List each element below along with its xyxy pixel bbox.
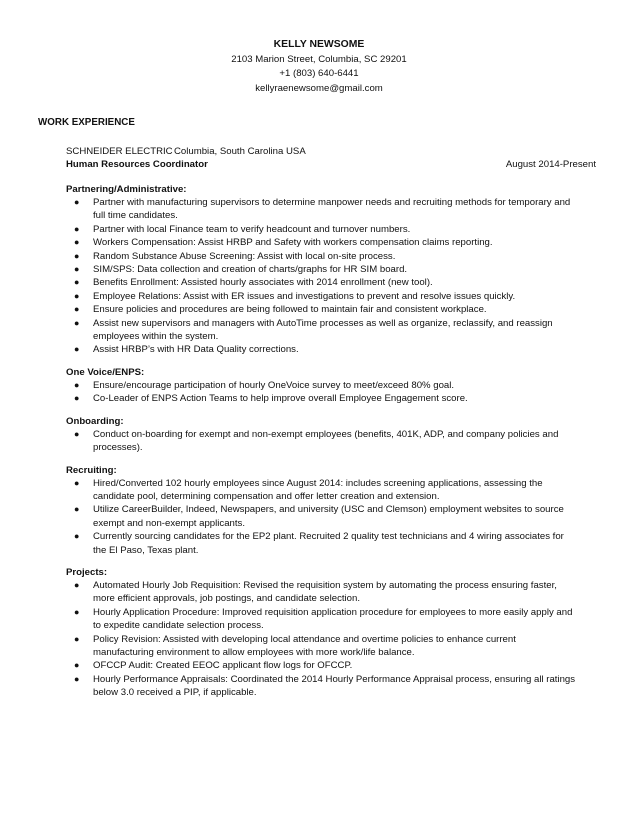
- list-item: [66, 579, 576, 606]
- bullet-icon: ●: [74, 504, 80, 515]
- list-item-text: Co-Leader of ENPS Action Teams to help improve overall Employee Engagement score.: [93, 393, 468, 405]
- bullet-list: [66, 477, 576, 557]
- bullet-list: [66, 196, 576, 357]
- list-item: [66, 236, 576, 249]
- bullet-icon: ●: [74, 606, 80, 617]
- bullet-icon: ●: [74, 317, 80, 328]
- list-item: [66, 276, 576, 289]
- list-item: [66, 633, 576, 660]
- list-item-text: Random Substance Abuse Screening: Assist with local on-site process.: [93, 250, 396, 262]
- list-item-text: SIM/SPS: Data collection and creation of charts/graphs for HR SIM board.: [93, 264, 408, 276]
- candidate-name: KELLY NEWSOME: [273, 39, 365, 50]
- list-item-text: Assist new supervisors and managers with AutoTime processes as well as organize, reclassify, and reassign employees within the system.: [93, 317, 553, 343]
- list-item: [66, 659, 576, 672]
- list-item: [66, 606, 576, 633]
- list-item-text: Partner with local Finance team to verify headcount and turnover numbers.: [93, 223, 411, 235]
- bullet-icon: ●: [74, 277, 80, 288]
- bullet-list: [66, 379, 576, 406]
- section-title: WORK EXPERIENCE: [38, 117, 135, 128]
- list-item-text: Ensure/encourage participation of hourly OneVoice survey to meet/exceed 80% goal.: [93, 379, 455, 391]
- resume-header: [0, 38, 638, 96]
- list-item-text: Ensure policies and procedures are being followed to maintain fair and consistent workplace.: [93, 304, 487, 316]
- list-item-text: Automated Hourly Job Requisition: Revised the requisition system by automating the process ensuring faster, more efficient approvals, job postings, and candidate selection.: [93, 579, 557, 605]
- bullet-icon: ●: [74, 304, 80, 315]
- bullet-icon: ●: [74, 250, 80, 261]
- list-item-text: Conduct on-boarding for exempt and non-exempt employees (benefits, 401K, ADP, and company policies and processes).: [93, 428, 559, 454]
- job-dates: August 2014-Present: [505, 159, 596, 170]
- list-item: [66, 428, 576, 455]
- bullet-icon: ●: [74, 673, 80, 684]
- bullet-icon: ●: [74, 237, 80, 248]
- bullet-list: [66, 428, 576, 455]
- list-item: [66, 392, 576, 405]
- list-item: [66, 250, 576, 263]
- bullet-list: [66, 579, 576, 700]
- bullet-icon: ●: [74, 660, 80, 671]
- list-item: [66, 196, 576, 223]
- list-item: [66, 223, 576, 236]
- list-item: [66, 303, 576, 316]
- group-heading: Recruiting:: [66, 464, 117, 476]
- email: kellyraenewsome@gmail.com: [255, 82, 383, 94]
- bullet-icon: ●: [74, 477, 80, 488]
- bullet-icon: ●: [74, 633, 80, 644]
- list-item: [66, 343, 576, 356]
- bullet-icon: ●: [74, 344, 80, 355]
- list-item-text: Workers Compensation: Assist HRBP and Safety with workers compensation claims reporting.: [93, 237, 493, 249]
- list-item-text: Utilize CareerBuilder, Indeed, Newspapers, and university (USC and Clemson) employment websites to source exempt and non-exempt applicants.: [93, 504, 564, 529]
- group-heading: Projects:: [66, 566, 108, 578]
- group-heading: One Voice/ENPS:: [66, 366, 145, 378]
- list-item-text: Partner with manufacturing supervisors to determine manpower needs and recruiting methods for temporary and full time candidates.: [93, 197, 571, 222]
- list-item: [66, 503, 576, 530]
- list-item-text: OFCCP Audit: Created EEOC applicant flow logs for OFCCP.: [93, 660, 353, 672]
- list-item: [66, 263, 576, 276]
- address: 2103 Marion Street, Columbia, SC 29201: [231, 53, 407, 65]
- group-heading: Onboarding:: [66, 415, 124, 427]
- list-item: [66, 477, 576, 504]
- bullet-icon: ●: [74, 223, 80, 234]
- bullet-icon: ●: [74, 379, 80, 390]
- group-heading: Partnering/Administrative:: [66, 184, 187, 195]
- list-item-text: Currently sourcing candidates for the EP2 plant. Recruited 2 quality test technicians and 4 wiring associates for the El Paso, Texas plant.: [93, 531, 564, 556]
- experience-details: [66, 183, 576, 709]
- list-item: [66, 290, 576, 303]
- bullet-icon: ●: [74, 393, 80, 404]
- list-item-text: Hired/Converted 102 hourly employees since August 2014: includes screening applications, assessing the candidate pool, determining compensation and offer letter creation and extension.: [93, 477, 543, 502]
- list-item-text: Benefits Enrollment: Assisted hourly associates with 2014 enrollment (new tool).: [93, 277, 433, 289]
- list-item-text: Employee Relations: Assist with ER issues and investigations to prevent and resolve issues quickly.: [93, 290, 516, 302]
- list-item-text: Hourly Application Procedure: Improved requisition application procedure for employees to more easily apply and to expedite candidate selection process.: [93, 606, 573, 632]
- bullet-icon: ●: [74, 290, 80, 301]
- bullet-icon: ●: [74, 197, 80, 207]
- bullet-icon: ●: [74, 531, 80, 542]
- list-item-text: Assist HRBP’s with HR Data Quality corrections.: [93, 344, 299, 356]
- employer-block: [66, 145, 606, 171]
- list-item: [66, 317, 576, 344]
- list-item: [66, 673, 576, 700]
- list-item: [66, 530, 576, 557]
- list-item-text: Hourly Performance Appraisals: Coordinated the 2014 Hourly Performance Appraisal process, ensuring all ratings below 3.0 received a PIP, if applicable.: [93, 673, 576, 699]
- phone: +1 (803) 640-6441: [279, 68, 359, 79]
- list-item: [66, 379, 576, 392]
- bullet-icon: ●: [74, 264, 80, 275]
- job-title: Human Resources Coordinator: [66, 159, 208, 170]
- company-name: SCHNEIDER ELECTRIC: [66, 146, 173, 157]
- bullet-icon: ●: [74, 579, 80, 590]
- bullet-icon: ●: [74, 428, 80, 439]
- company-location: Columbia, South Carolina USA: [174, 146, 306, 157]
- list-item-text: Policy Revision: Assisted with developing local attendance and overtime policies to enhance current manufacturing environment to allow employees with more work/life balance.: [93, 633, 516, 658]
